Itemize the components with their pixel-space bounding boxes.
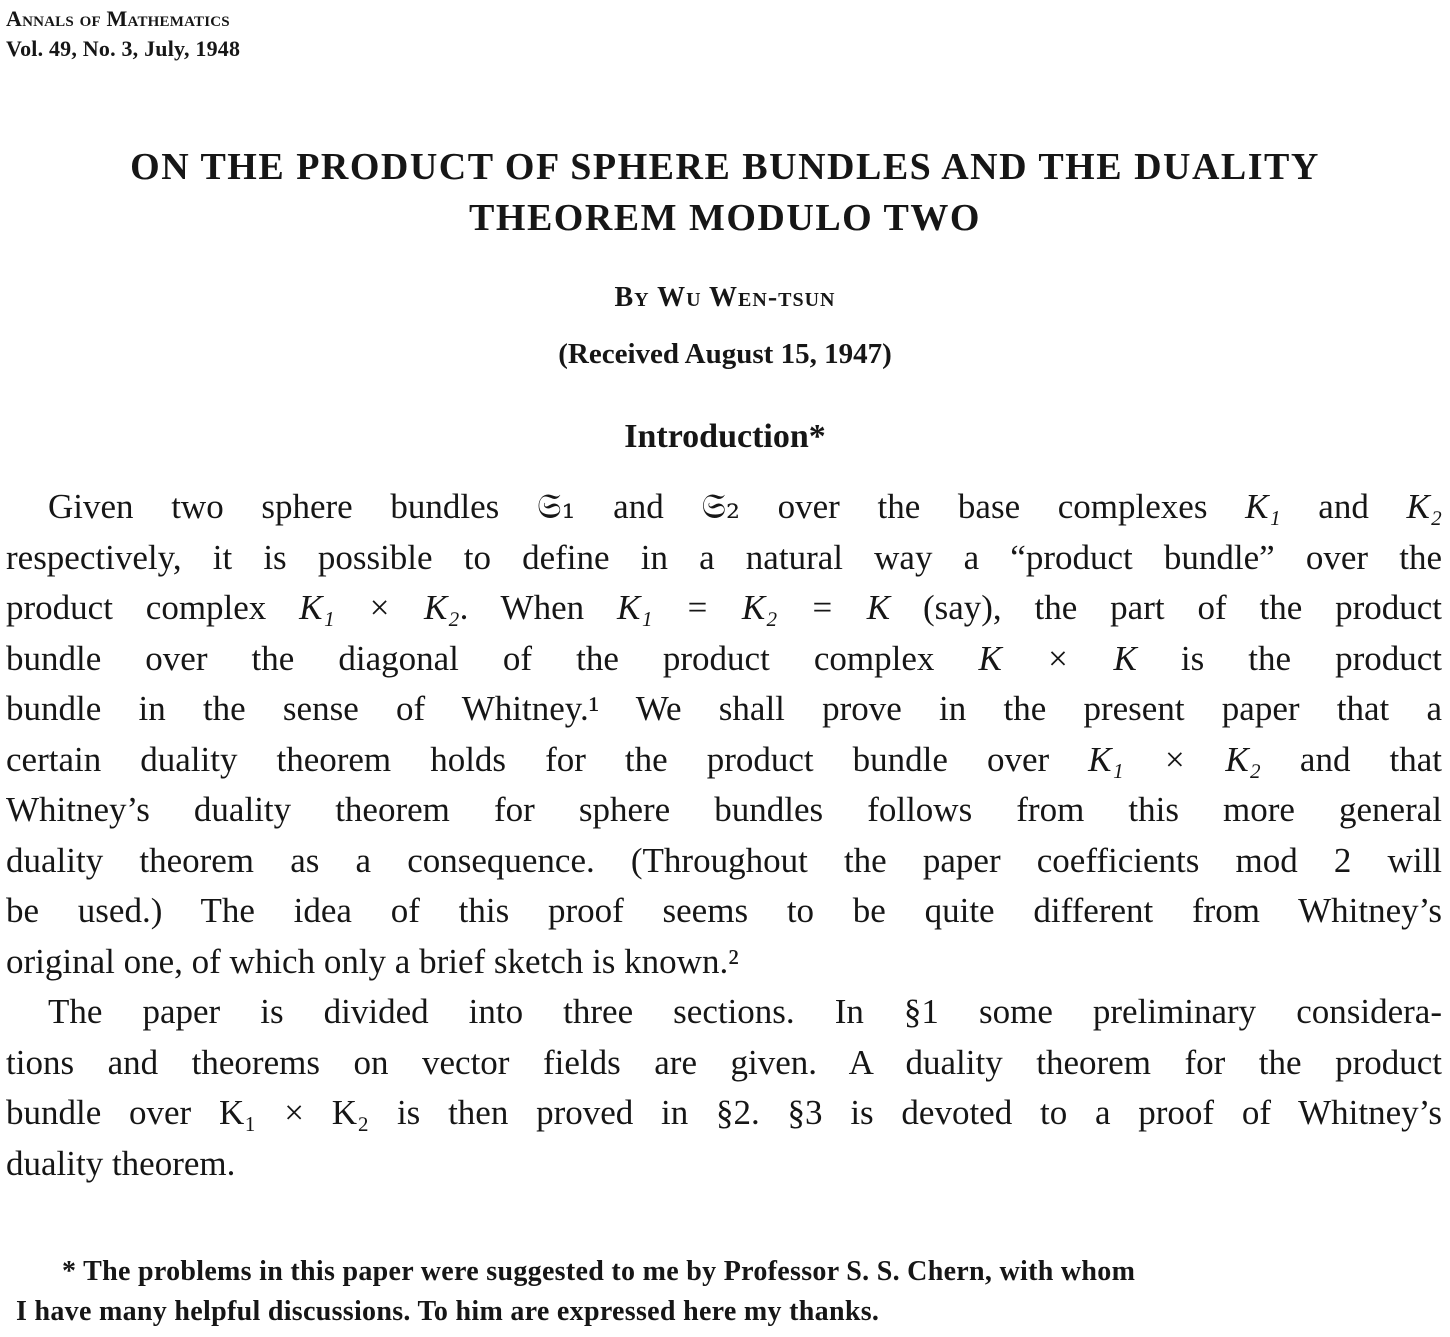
text-run: and [575, 487, 702, 526]
text-run: is the product [1136, 638, 1442, 678]
paragraph-1-line [6, 886, 1442, 937]
paragraph-2-line: The paper is divided into three sections. In §1 some preliminary considera- [48, 992, 1442, 1031]
paper-title-line-1: ON THE PRODUCT OF SPHERE BUNDLES AND THE DUALITY [130, 146, 1320, 188]
math-expression: 𝔖₂ [701, 487, 740, 527]
section-heading: Introduction* [624, 418, 826, 455]
paragraph-1-line [6, 937, 1442, 988]
paragraph-1-line [6, 735, 1442, 786]
paragraph-1-line [6, 684, 1442, 735]
paragraph-1-line [6, 583, 1442, 634]
introduction-body [6, 482, 1442, 1189]
math-expression: K × K [978, 638, 1137, 678]
text-run: (say), the part of the product [890, 588, 1443, 627]
text-run: Given two sphere bundles [48, 487, 537, 526]
author-byline: By Wu Wen-tsun [614, 282, 836, 313]
text-run: Whitney’s duality theorem for sphere bundles follows from this more general [6, 790, 1442, 829]
paragraph-1-line [6, 836, 1442, 887]
paragraph-1 [6, 482, 1442, 987]
paragraph-1-line [6, 533, 1442, 584]
paper-title-line-2: THEOREM MODULO TWO [469, 197, 981, 239]
journal-name: Annals of Mathematics [6, 6, 230, 31]
journal-issue: Vol. 49, No. 3, July, 1948 [6, 36, 241, 61]
paragraph-2 [6, 987, 1442, 1189]
journal-header [6, 4, 240, 64]
text-run: bundle in the sense of Whitney.¹ We shall prove in the present paper that a [6, 689, 1442, 728]
footnote-line-1: * The problems in this paper were suggested to me by Professor S. S. Chern, with whom [62, 1256, 1136, 1287]
math-expression: 𝔖₁ [536, 487, 576, 527]
math-expression: K₁ × K₂ [299, 588, 460, 627]
math-expression: K₁ = K₂ = K [617, 588, 891, 627]
text-run: . When [459, 588, 617, 627]
math-expression: K₁ × K₂ [1088, 739, 1261, 779]
text-run: product complex [6, 588, 300, 627]
text-run: over the base complexes [739, 487, 1246, 526]
text-run: bundle over the diagonal of the product complex [6, 638, 979, 678]
footnote-line-2: I have many helpful discussions. To him are expressed here my thanks. [16, 1296, 880, 1327]
text-run: respectively, it is possible to define in a natural way a “product bundle” over the [6, 537, 1442, 577]
math-expression: K₂ [1406, 487, 1442, 526]
paper-title [30, 142, 1420, 244]
text-run: and [1280, 487, 1407, 526]
text-run: and that [1260, 739, 1442, 779]
paragraph-2-line: tions and theorems on vector fields are given. A duality theorem for the product [6, 1042, 1442, 1082]
paragraph-1-line [6, 482, 1442, 533]
math-expression: K₁ [1245, 487, 1281, 526]
paragraph-2-line: duality theorem. [6, 1143, 236, 1183]
text-run: certain duality theorem holds for the product bundle over [6, 739, 1089, 779]
received-date: (Received August 15, 1947) [558, 338, 892, 370]
text-run: original one, of which only a brief sketch is known.² [6, 941, 739, 981]
text-run: be used.) The idea of this proof seems to be quite different from Whitney’s [6, 891, 1442, 930]
footnote [16, 1252, 1446, 1332]
paragraph-1-line [6, 785, 1442, 836]
paragraph-2-line: bundle over K₁ × K₂ is then proved in §2. §3 is devoted to a proof of Whitney’s [6, 1093, 1442, 1132]
text-run: duality theorem as a consequence. (Throughout the paper coefficients mod 2 will [6, 840, 1442, 880]
paragraph-1-line [6, 634, 1442, 685]
